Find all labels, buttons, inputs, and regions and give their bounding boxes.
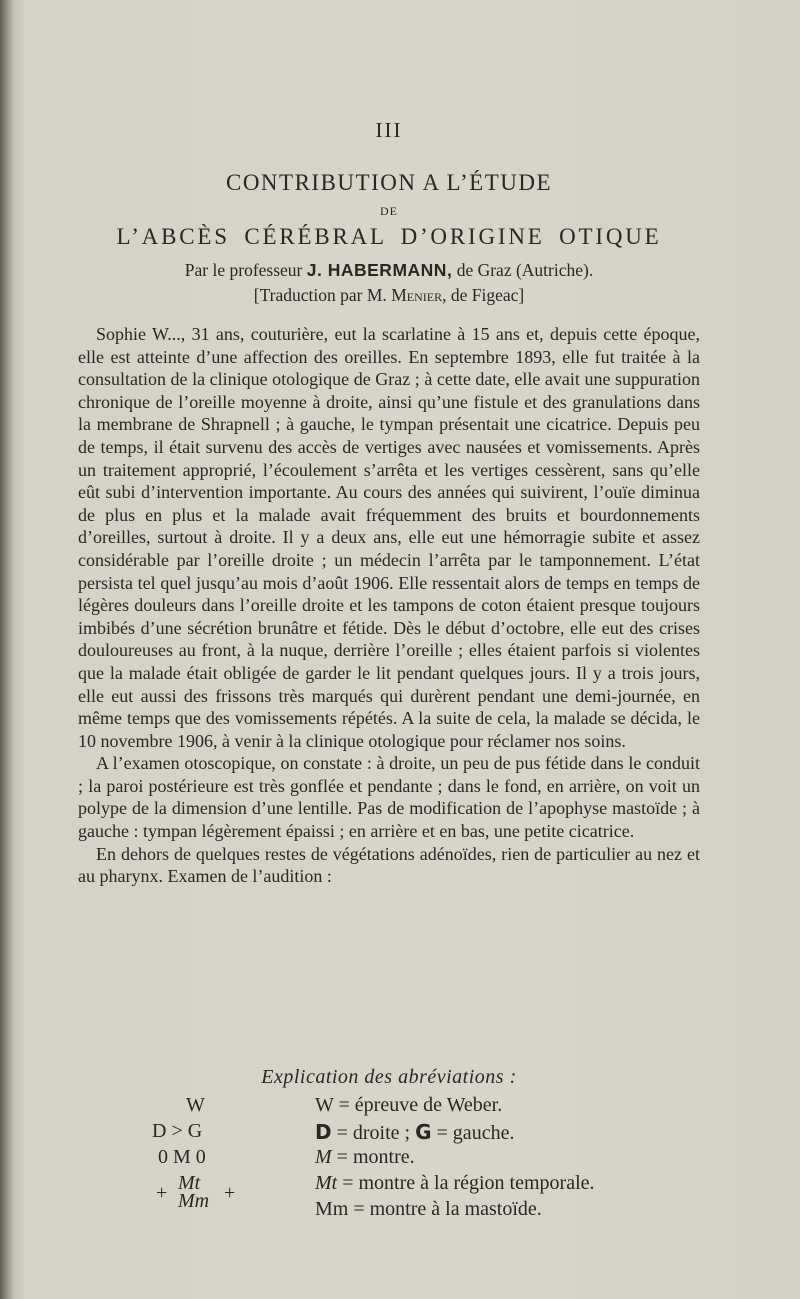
abbr-m-def: = montre. (331, 1146, 415, 1168)
legend-row-montre (78, 1146, 700, 1172)
legend-right-dg (315, 1120, 514, 1145)
byline-suffix: de Graz (Autriche). (456, 260, 594, 280)
abbr-w-def: = épreuve de Weber. (333, 1094, 503, 1116)
abbr-g-def: = gauche. (431, 1122, 515, 1144)
legend-right-montre (315, 1146, 415, 1169)
legend-left-dg: D > G (152, 1120, 203, 1142)
translator-name: Menier (391, 285, 443, 305)
abbr-w: W (315, 1094, 334, 1116)
legend-right-mastoide (315, 1198, 542, 1221)
body-text (78, 323, 700, 888)
paragraph-1: Sophie W..., 31 ans, couturière, eut la scarlatine à 15 ans et, depuis cette époque, elle est atteinte d’une affection des oreilles. En septembre 1893, elle fut traitée à la consultation de la clinique otologique de Graz ; à cette date, elle avait une suppuration chronique de l’oreille moyenne à droite, ainsi qu’une fistule et des granulations dans la membrane de Shrapnell ; à gauche, le tympan présentait une cicatrice. Depuis peu de temps, il était survenu des accès de vertiges avec nausées et vomissements. Après un traitement approprié, l’écoulement s’arrêta et les vertiges cessèrent, sans qu’elle eût subi d’intervention importante. Au cours des années qui suivirent, l’ouïe diminua de plus en plus et la malade avait fréquemment des bruits et bourdonnements d’oreilles, surtout à droite. Il y a deux ans, elle eut une hémorragie subite et assez considérable par l’oreille droite ; un médecin l’arrêta par le tamponnement. L’état persista tel quel jusqu’au mois d’août 1906. Elle ressentait alors de temps en temps de légères douleurs dans l’oreille droite et les tampons de coton étaient presque toujours imbibés d’une sécrétion brunâtre et fétide. Dès le début d’octobre, elle eut des crises douloureuses au front, à la nuque, derrière l’oreille ; elles étaient parfois si violentes que la malade était obligée de garder le lit pendant quelques jours. Il y a trois jours, elle eut aussi des frissons très marqués qui durèrent pendant une demi-journée, en même temps que des vomissements répétés. A la suite de cela, la malade se décida, le 10 novembre 1906, à venir à la clinique otologique pour réclamer nos soins. (78, 324, 700, 751)
legend-row-droite-gauche (78, 1120, 700, 1146)
translation-close: , de Figeac] (442, 285, 525, 305)
paragraph-3: En dehors de quelques restes de végétations adénoïdes, rien de particulier au nez et au pharynx. Examen de l’audition : (78, 843, 700, 887)
author-name: J. HABERMANN, (306, 260, 453, 280)
legend-left-plus-1: + (156, 1182, 168, 1204)
byline-prefix: Par le professeur (184, 260, 303, 280)
legend-right-weber (315, 1094, 502, 1117)
abbr-mm-def: = montre à la mastoïde. (348, 1198, 542, 1220)
legend-title: Explication des abréviations : (261, 1066, 517, 1088)
legend-left-w: W (186, 1094, 205, 1116)
translation-note (78, 285, 700, 306)
abbr-m: M (315, 1146, 332, 1168)
legend-row-mastoide (78, 1190, 700, 1224)
legend-left-mm-text: Mm (178, 1190, 210, 1212)
abbr-mt: Mt (315, 1172, 338, 1194)
legend-left-plus-2: + (224, 1182, 236, 1204)
chapter-number: III (375, 118, 403, 142)
byline (78, 260, 700, 281)
title-line-2: L’ABCÈS CÉRÉBRAL D’ORIGINE OTIQUE (116, 224, 662, 249)
abbr-d: D (315, 1120, 332, 1144)
translation-open: [Traduction par M. (253, 285, 392, 305)
abbr-mm: Mm (315, 1198, 349, 1220)
legend-left-0m0: 0 M 0 (158, 1146, 206, 1168)
abbr-d-def: = droite ; (331, 1122, 416, 1144)
abbr-mt-def: = montre à la région temporale. (337, 1172, 595, 1194)
abbr-g: G (415, 1120, 432, 1144)
paragraph-2: A l’examen otoscopique, on constate : à droite, un peu de pus fétide dans le conduit ; la paroi postérieure est très gonflée et pendante ; dans le fond, en arrière, on voit un polype de la dimension d’une lentille. Pas de modification de l’apophyse mastoïde ; à gauche : tympan légèrement épaissi ; en arrière et en bas, une petite cicatrice. (78, 753, 700, 842)
title-line-1: CONTRIBUTION A L’ÉTUDE (225, 170, 553, 195)
legend-left-mt: Mt (178, 1172, 201, 1194)
title-de: DE (380, 204, 398, 218)
legend-row-weber (78, 1094, 700, 1120)
